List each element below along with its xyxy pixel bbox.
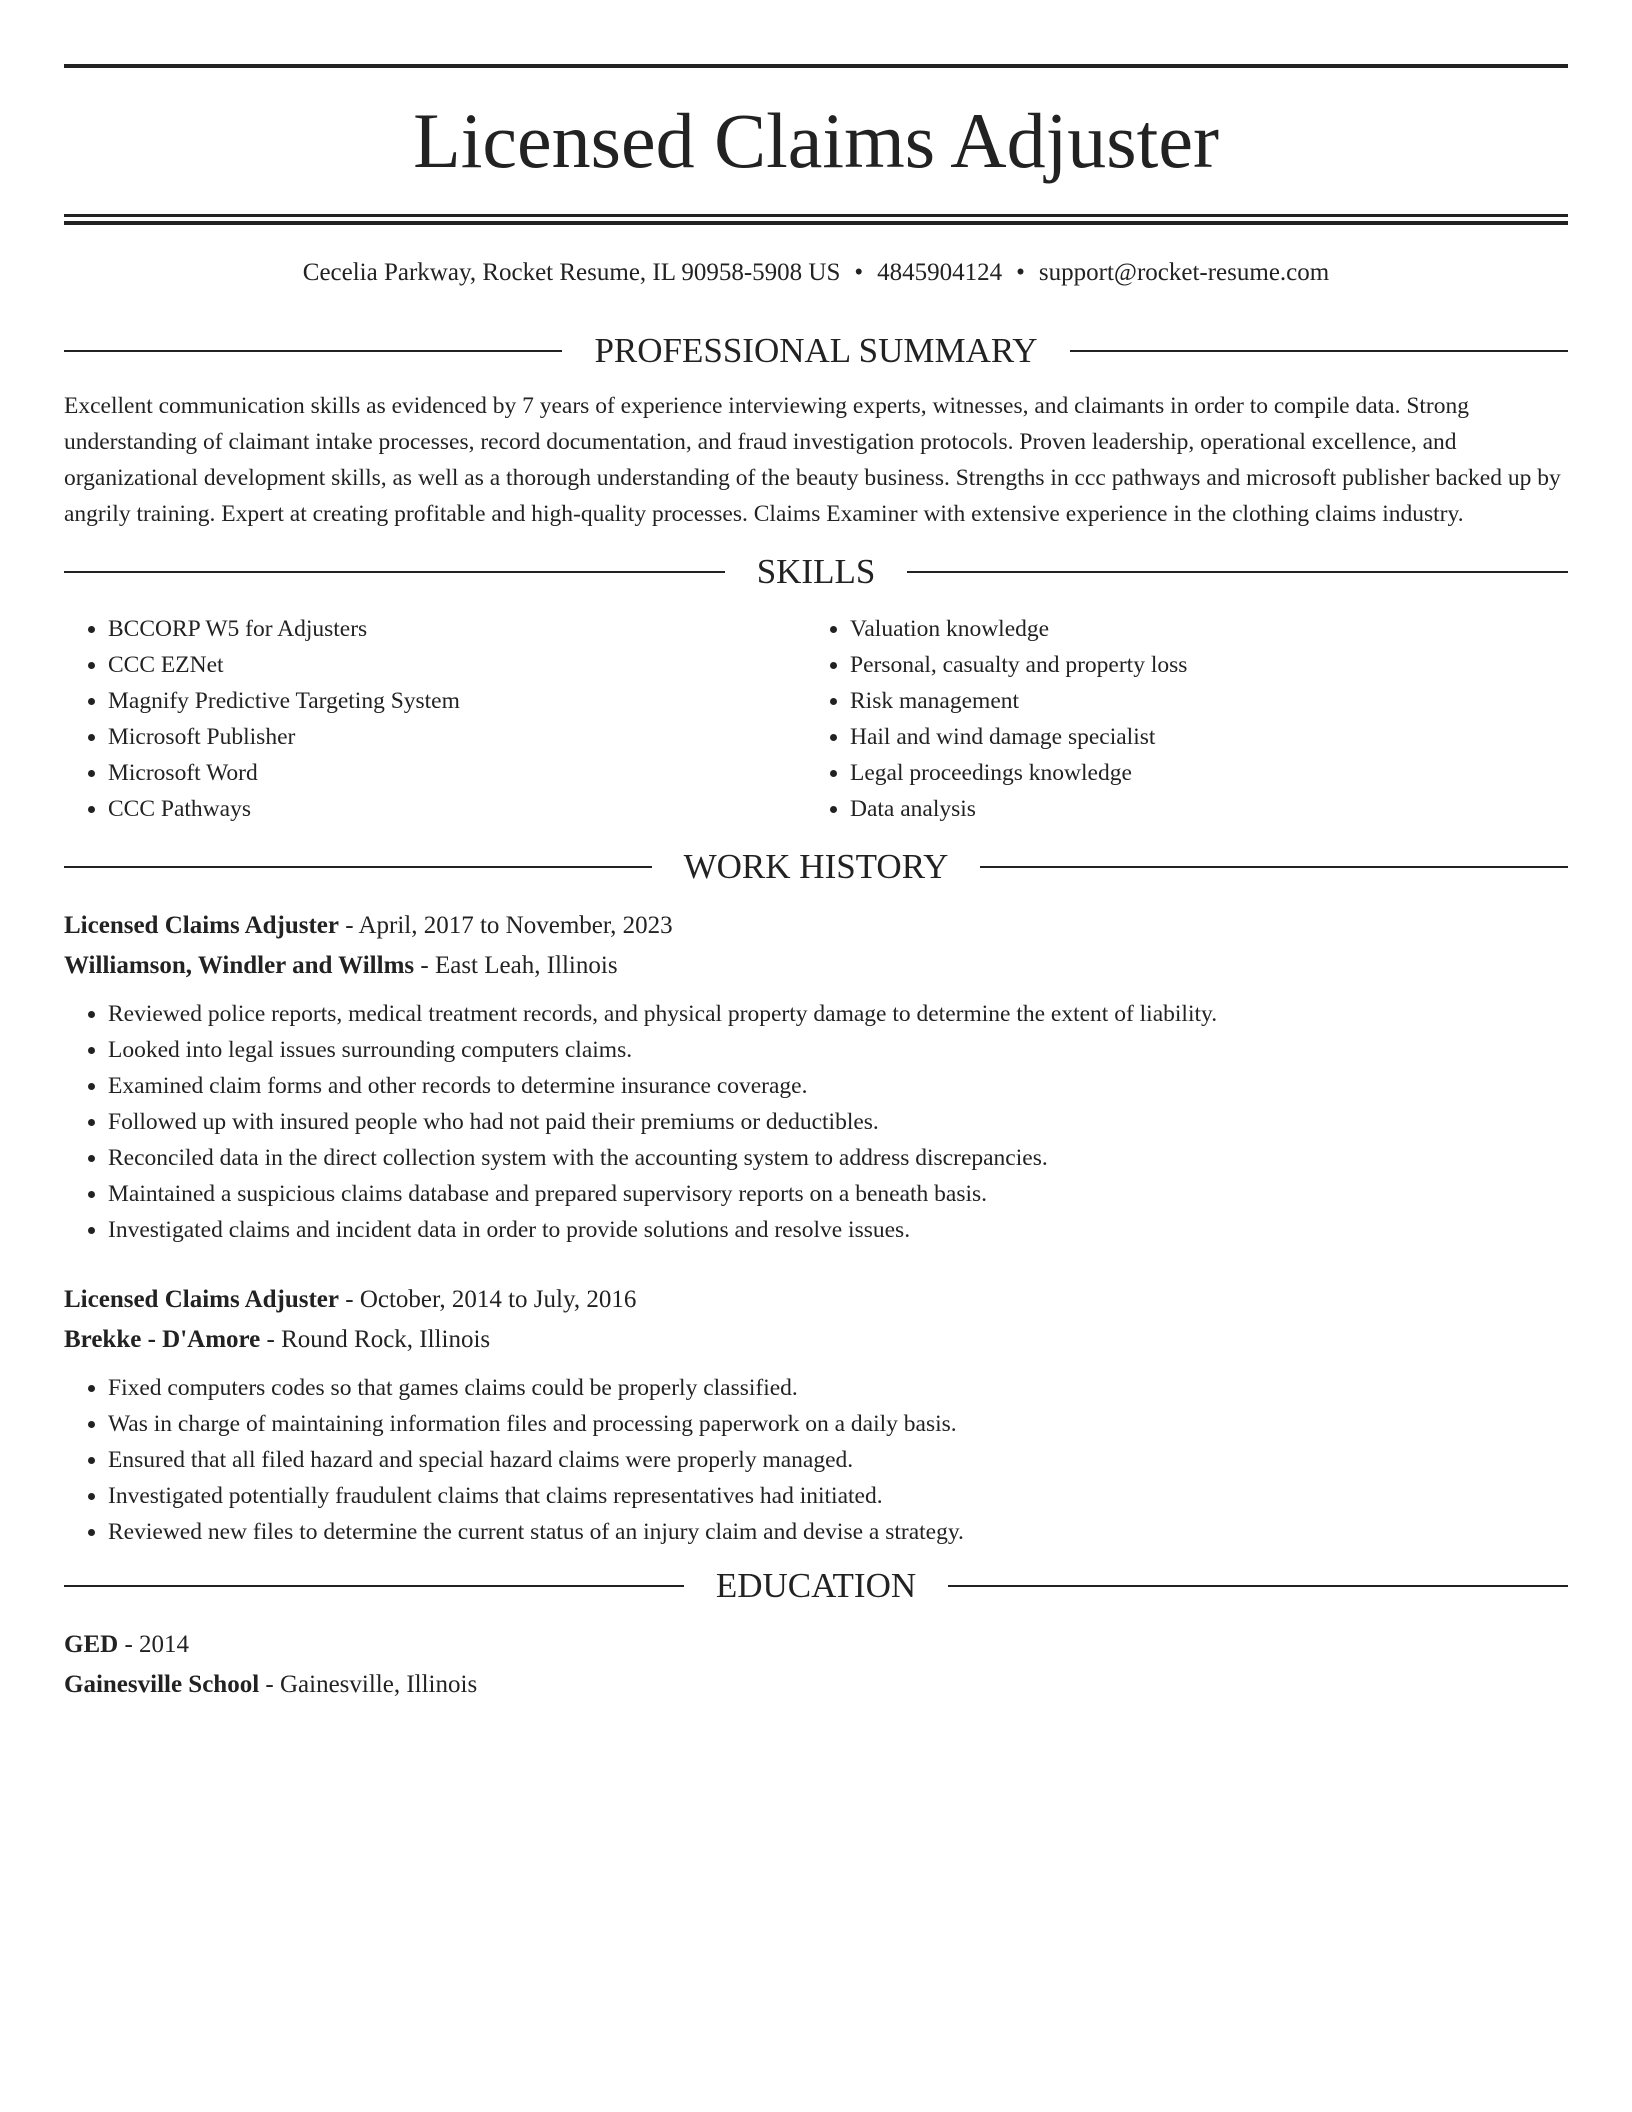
- skill-item: • Microsoft Word: [108, 755, 806, 791]
- education-degree: GED: [64, 1631, 119, 1658]
- job-duty-item: • Investigated claims and incident data in order to provide solutions and resolve issues.: [108, 1212, 1568, 1248]
- job-company-line: [64, 1320, 1568, 1360]
- skills-heading: SKILLS: [756, 552, 876, 591]
- divider-line: [907, 571, 1568, 573]
- job-duty-item: • Ensured that all filed hazard and special hazard claims were properly managed.: [108, 1442, 1568, 1478]
- skill-item: • Hail and wind damage specialist: [850, 719, 1548, 755]
- education-year: - 2014: [118, 1631, 190, 1658]
- resume-title: Licensed Claims Adjuster: [413, 97, 1219, 184]
- contact-phone[interactable]: 4845904124: [877, 259, 1003, 286]
- skills-list-right: [806, 611, 1548, 827]
- contact-line: [64, 259, 1568, 295]
- summary-section-header: [64, 333, 1568, 368]
- contact-address: Cecelia Parkway, Rocket Resume, IL 90958-5908 US: [302, 259, 841, 286]
- education-heading: EDUCATION: [715, 1566, 917, 1605]
- skill-item: • Risk management: [850, 683, 1548, 719]
- job-title: Licensed Claims Adjuster: [64, 1286, 339, 1313]
- divider-line: [948, 1585, 1568, 1587]
- work-heading: WORK HISTORY: [683, 847, 949, 886]
- education-degree-line: [64, 1625, 1568, 1665]
- divider-line: [64, 866, 652, 868]
- job-duty-item: • Followed up with insured people who had not paid their premiums or deductibles.: [108, 1104, 1568, 1140]
- work-section-header: [64, 849, 1568, 884]
- job-duties-list: [64, 996, 1568, 1248]
- job-location: - Round Rock, Illinois: [260, 1326, 491, 1353]
- education-entry: [64, 1625, 1568, 1705]
- job-duty-item: • Reviewed new files to determine the current status of an injury claim and devise a strategy.: [108, 1514, 1568, 1550]
- job-dates: - April, 2017 to November, 2023: [339, 912, 673, 939]
- skill-item: • Microsoft Publisher: [108, 719, 806, 755]
- bullet-separator: •: [1016, 259, 1025, 286]
- job-duty-item: • Maintained a suspicious claims database and prepared supervisory reports on a beneath basis.: [108, 1176, 1568, 1212]
- job-entry: [64, 1280, 1568, 1550]
- skill-item: • Valuation knowledge: [850, 611, 1548, 647]
- skills-column-left: [64, 611, 806, 827]
- education-school-line: [64, 1665, 1568, 1705]
- job-duty-item: • Reviewed police reports, medical treatment records, and physical property damage to determine the extent of liability.: [108, 996, 1568, 1032]
- skills-list-left: [64, 611, 806, 827]
- skill-item: • Personal, casualty and property loss: [850, 647, 1548, 683]
- job-title-line: [64, 906, 1568, 946]
- divider-line: [64, 350, 562, 352]
- job-duty-item: • Investigated potentially fraudulent claims that claims representatives had initiated.: [108, 1478, 1568, 1514]
- divider-line: [64, 571, 725, 573]
- job-company: Brekke - D'Amore: [64, 1326, 261, 1353]
- skill-item: • CCC Pathways: [108, 791, 806, 827]
- title-double-rule: [64, 214, 1568, 225]
- summary-text: Excellent communication skills as evidenced by 7 years of experience interviewing experts, witnesses, and claimants in order to compile data. Strong understanding of claimant intake processes, record documentation, and fraud investigation protocols. Proven leadership, operational excellence, and organizational development skills, as well as a thorough understanding of the beauty business. Strengths in ccc pathways and microsoft publisher backed up by angrily training. Expert at creating profitable and high-quality processes. Claims Examiner with extensive experience in the clothing claims industry.: [64, 393, 1561, 527]
- education-section-header: [64, 1568, 1568, 1603]
- job-duty-item: • Reconciled data in the direct collection system with the accounting system to address discrepancies.: [108, 1140, 1568, 1176]
- skill-item: • Legal proceedings knowledge: [850, 755, 1548, 791]
- skill-item: • CCC EZNet: [108, 647, 806, 683]
- job-company: Williamson, Windler and Willms: [64, 952, 415, 979]
- skills-column-right: [806, 611, 1548, 827]
- divider-line: [64, 1585, 684, 1587]
- job-duty-item: • Examined claim forms and other records to determine insurance coverage.: [108, 1068, 1568, 1104]
- divider-line: [980, 866, 1568, 868]
- job-duties-list: [64, 1370, 1568, 1550]
- job-company-line: [64, 946, 1568, 986]
- job-duty-item: • Fixed computers codes so that games claims could be properly classified.: [108, 1370, 1568, 1406]
- contact-email[interactable]: support@rocket-resume.com: [1038, 259, 1330, 286]
- bullet-separator: •: [854, 259, 864, 286]
- skill-item: • BCCORP W5 for Adjusters: [108, 611, 806, 647]
- job-title-line: [64, 1280, 1568, 1320]
- resume-page: [64, 64, 1568, 1705]
- education-location: - Gainesville, Illinois: [259, 1671, 478, 1698]
- job-duty-item: • Was in charge of maintaining information files and processing paperwork on a daily basis.: [108, 1406, 1568, 1442]
- job-duty-item: • Looked into legal issues surrounding computers claims.: [108, 1032, 1568, 1068]
- divider-line: [1070, 350, 1568, 352]
- top-rule: [64, 64, 1568, 68]
- job-title: Licensed Claims Adjuster: [64, 912, 339, 939]
- skills-grid: [64, 611, 1568, 827]
- skill-item: • Magnify Predictive Targeting System: [108, 683, 806, 719]
- skill-item: • Data analysis: [850, 791, 1548, 827]
- job-entry: [64, 906, 1568, 1248]
- summary-heading: PROFESSIONAL SUMMARY: [594, 331, 1038, 370]
- education-school: Gainesville School: [64, 1671, 260, 1698]
- job-dates: - October, 2014 to July, 2016: [339, 1286, 637, 1313]
- skills-section-header: [64, 554, 1568, 589]
- job-location: - East Leah, Illinois: [414, 952, 618, 979]
